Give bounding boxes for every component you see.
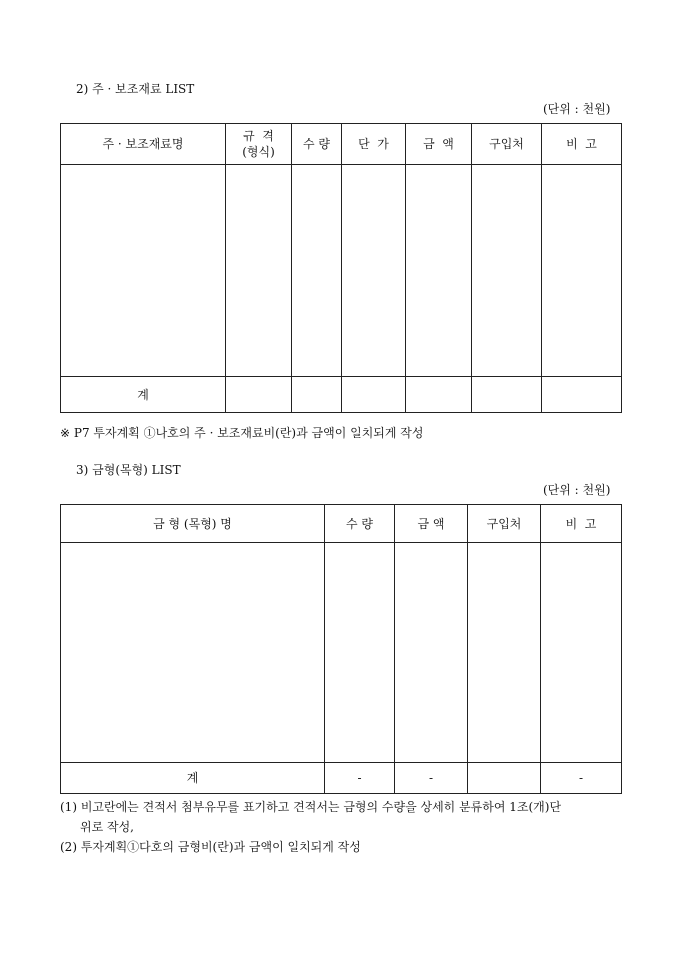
materials-total-row — [61, 377, 622, 413]
materials-table — [60, 123, 622, 413]
header-unit-price: 단 가 — [342, 124, 406, 165]
cell-empty — [542, 165, 622, 377]
molds-total-amount: - — [395, 763, 468, 794]
cell-empty — [542, 377, 622, 413]
section2-note-2: (2) 투자계획①다호의 금형비(란)과 금액이 일치되게 작성 — [60, 840, 361, 854]
header-spec-line1: 규 격 — [243, 129, 274, 143]
header-remarks: 비 고 — [542, 124, 622, 165]
cell-empty — [395, 543, 468, 763]
section2-note-1: (1) 비고란에는 견적서 첨부유무를 표기하고 견적서는 금형의 수량을 상세히 분류하여 1조(개)단 — [60, 800, 562, 814]
header-spec — [226, 124, 292, 165]
cell-empty — [325, 543, 395, 763]
cell-empty — [541, 543, 622, 763]
section1-note: ※ P7 투자계획 ①나호의 주 · 보조재료비(란)과 금액이 일치되게 작성 — [60, 426, 424, 440]
header-mold-name: 금 형 (목형) 명 — [61, 505, 325, 543]
molds-total-supplier — [468, 763, 541, 794]
cell-empty — [292, 377, 342, 413]
header-supplier: 구입처 — [468, 505, 541, 543]
molds-total-row — [61, 763, 622, 794]
molds-total-label: 계 — [61, 763, 325, 794]
molds-total-remarks: - — [541, 763, 622, 794]
materials-body-row — [61, 165, 622, 377]
section2-title: 3) 금형(목형) LIST — [76, 463, 181, 477]
section2-note-1-cont: 위로 작성, — [80, 820, 134, 834]
cell-empty — [472, 377, 542, 413]
header-material-name: 주 · 보조재료명 — [61, 124, 226, 165]
header-amount: 금 액 — [395, 505, 468, 543]
materials-header-row — [61, 124, 622, 165]
section1-unit: (단위 : 천원) — [543, 102, 611, 116]
molds-table — [60, 504, 622, 794]
cell-empty — [342, 377, 406, 413]
materials-total-label: 계 — [61, 377, 226, 413]
cell-empty — [406, 165, 472, 377]
header-quantity: 수 량 — [292, 124, 342, 165]
molds-header-row — [61, 505, 622, 543]
header-supplier: 구입처 — [472, 124, 542, 165]
section1-title: 2) 주 · 보조재료 LIST — [76, 82, 195, 96]
header-quantity: 수 량 — [325, 505, 395, 543]
cell-empty — [61, 165, 226, 377]
cell-empty — [468, 543, 541, 763]
molds-body-row — [61, 543, 622, 763]
cell-empty — [292, 165, 342, 377]
molds-total-quantity: - — [325, 763, 395, 794]
cell-empty — [342, 165, 406, 377]
cell-empty — [61, 543, 325, 763]
cell-empty — [226, 165, 292, 377]
cell-empty — [406, 377, 472, 413]
header-remarks: 비 고 — [541, 505, 622, 543]
header-amount: 금 액 — [406, 124, 472, 165]
cell-empty — [472, 165, 542, 377]
header-spec-line2: (형식) — [242, 145, 275, 159]
section2-unit: (단위 : 천원) — [543, 483, 611, 497]
cell-empty — [226, 377, 292, 413]
